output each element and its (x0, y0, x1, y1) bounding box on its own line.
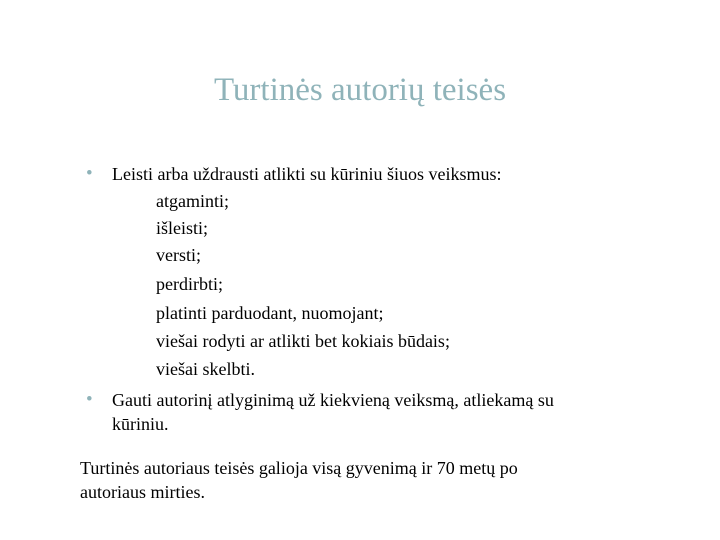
footer-note-line-1: Turtinės autoriaus teisės galioja visą gyvenimą ir 70 metų po (80, 458, 518, 478)
bullet-marker-2: • (86, 389, 93, 410)
sub-item-1: atgaminti; (156, 191, 229, 211)
sub-item-2: išleisti; (156, 218, 209, 238)
sub-item-4: perdirbti; (156, 274, 223, 294)
slide-title: Turtinės autorių teisės (213, 72, 507, 108)
footer-note-line-2: autoriaus mirties. (80, 482, 205, 502)
bullet-text-1: Leisti arba uždrausti atlikti su kūriniu šiuos veiksmus: (112, 164, 502, 184)
bullet-text-2-line-2: kūriniu. (112, 414, 169, 434)
sub-item-6: viešai rodyti ar atlikti bet kokiais būdais; (156, 331, 450, 351)
bullet-text-2-line-1: Gauti autorinį atlyginimą už kiekvieną veiksmą, atliekamą su (112, 390, 554, 410)
bullet-marker-1: • (86, 163, 93, 184)
sub-item-7: viešai skelbti. (156, 359, 255, 379)
sub-item-5: platinti parduodant, nuomojant; (156, 303, 384, 323)
sub-item-3: versti; (156, 245, 201, 265)
